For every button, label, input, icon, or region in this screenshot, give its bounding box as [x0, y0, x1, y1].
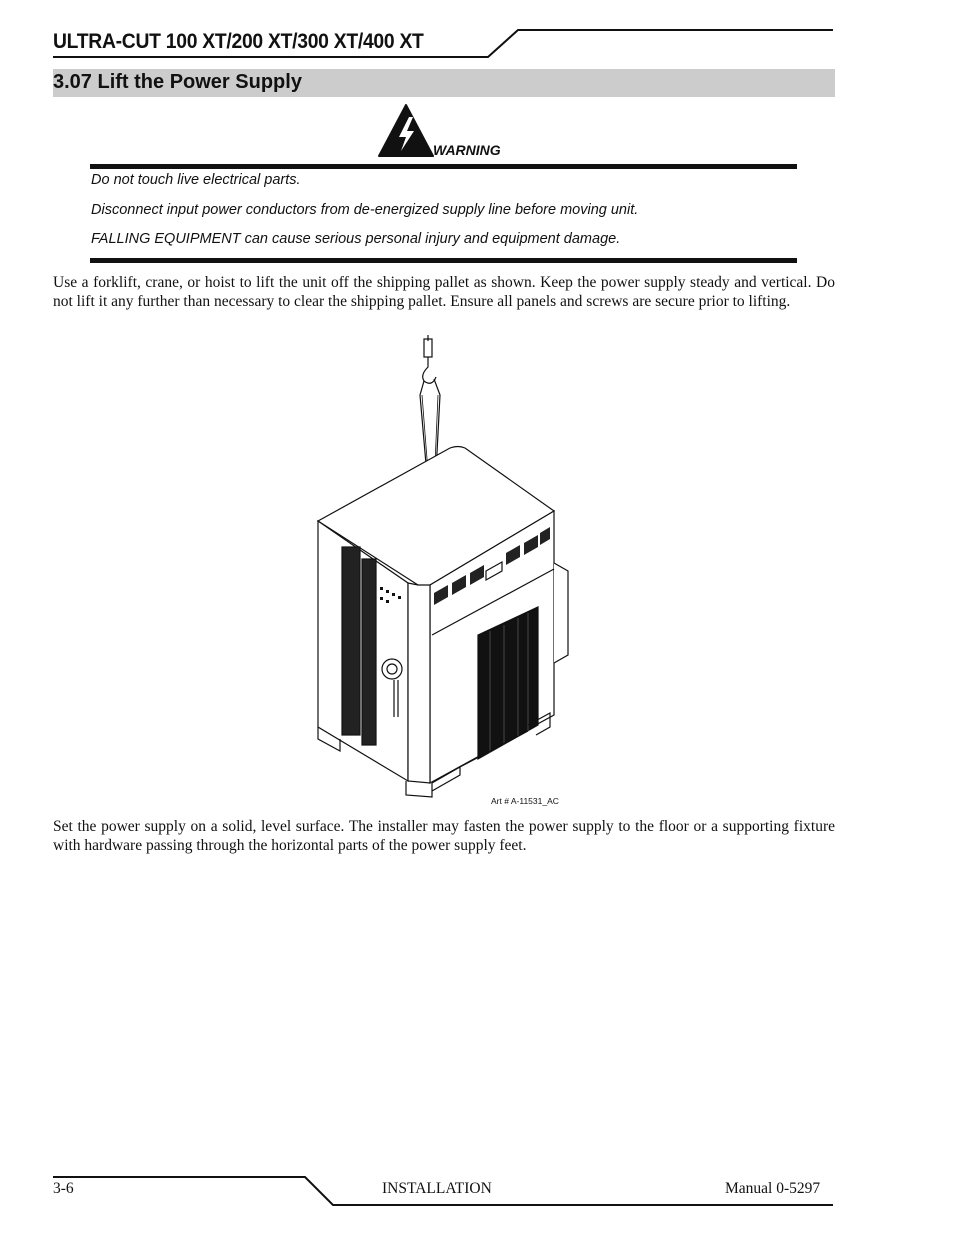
- page-number: 3-6: [53, 1180, 74, 1197]
- placement-paragraph: Set the power supply on a solid, level surface. The installer may fasten the power supply to the floor or a supporting fixture with hardware passing through the horizontal parts of the power supply feet.: [53, 818, 835, 854]
- section-title: 3.07 Lift the Power Supply: [53, 71, 302, 93]
- header-rule: [0, 0, 954, 70]
- art-number: Art # A-11531_AC: [491, 796, 559, 806]
- warning-line: Disconnect input power conductors from de-energized supply line before moving unit.: [91, 202, 639, 218]
- warning-line: FALLING EQUIPMENT can cause serious personal injury and equipment damage.: [91, 231, 621, 247]
- chapter-name: INSTALLATION: [382, 1180, 492, 1197]
- high-voltage-warning-icon: [377, 104, 435, 158]
- warning-top-rule: [90, 164, 797, 169]
- lifting-instructions-paragraph: Use a forklift, crane, or hoist to lift the unit off the shipping pallet as shown. Keep the power supply steady and vertical. Do not lift it any further than necessary to clear the shipping pallet. Ensure all panels and screws are secure prior to lifting.: [53, 274, 835, 310]
- document-title: ULTRA-CUT 100 XT/200 XT/300 XT/400 XT: [53, 30, 424, 53]
- power-supply-lifting-illustration: [300, 335, 580, 805]
- manual-number: Manual 0-5297: [725, 1180, 821, 1197]
- warning-line: Do not touch live electrical parts.: [91, 172, 301, 188]
- warning-label: WARNING: [433, 142, 501, 158]
- warning-bottom-rule: [90, 258, 797, 263]
